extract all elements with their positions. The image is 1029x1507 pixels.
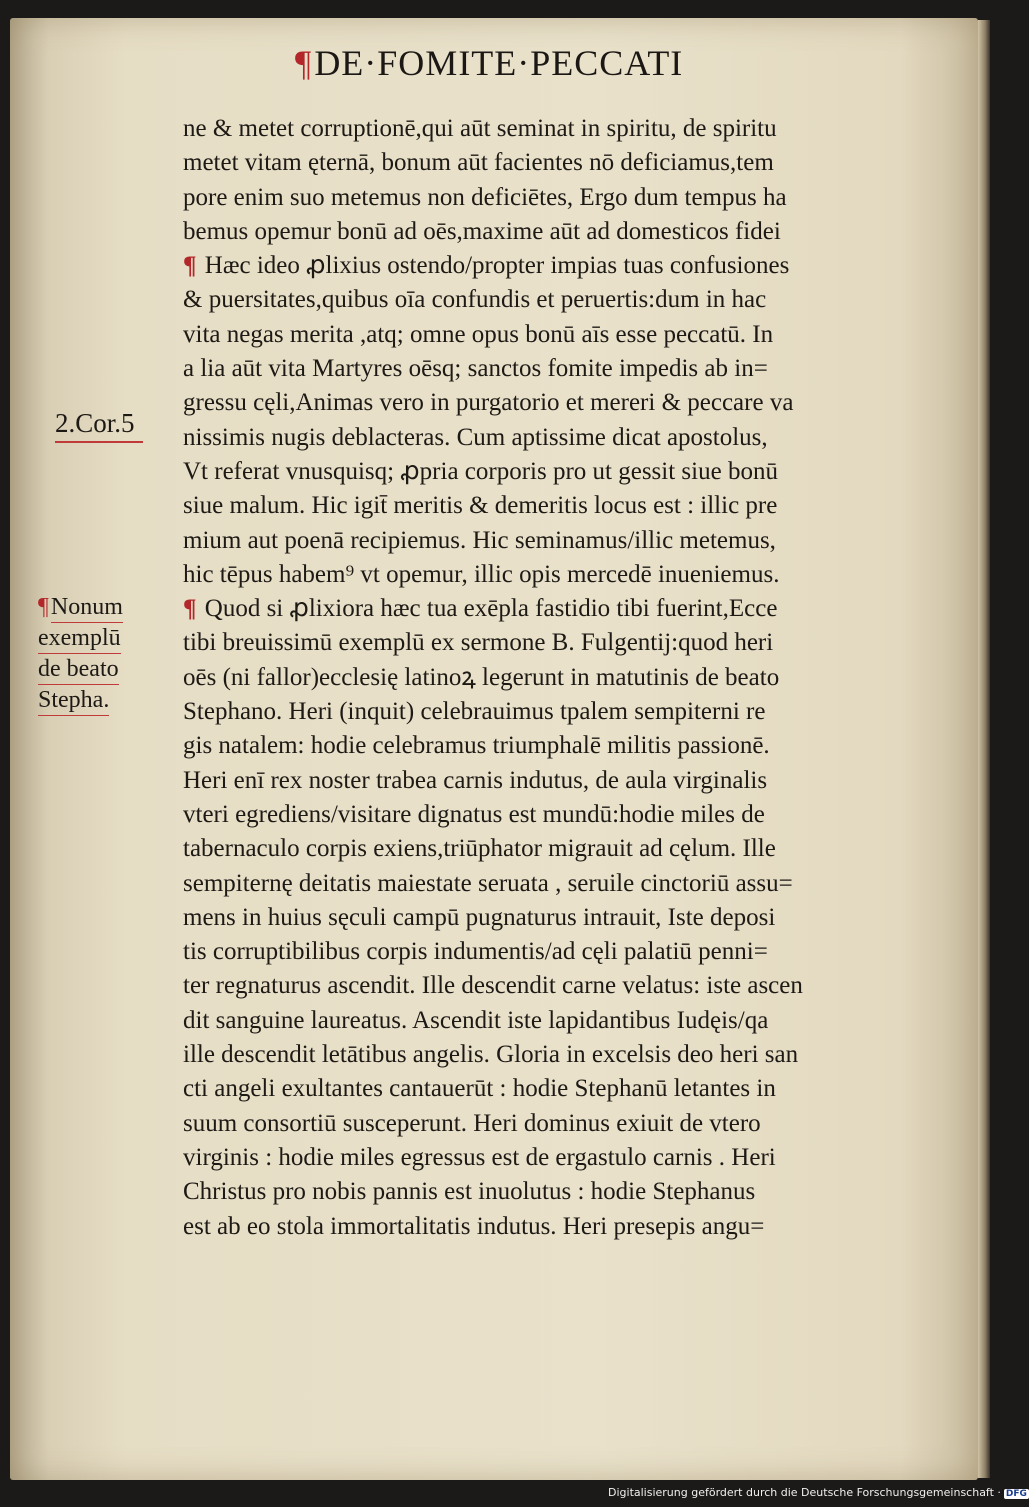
- margin-note-mark: ¶: [38, 594, 49, 620]
- text-line: est ab eo stola immortalitatis indutus. Heri presepis angu=: [183, 1212, 765, 1240]
- pilcrow-mark: ¶: [183, 252, 197, 280]
- text-line: sempiternę deitatis maiestate seruata , seruile cinctoriū assu=: [183, 869, 793, 897]
- text-line: siue malum. Hic igit̄ meritis & demeritis locus est : illic pre: [183, 492, 778, 520]
- text-line: & puersitates,quibus oīa confundis et peruertis:dum in hac: [183, 286, 767, 314]
- text-line: bemus opemur bonū ad oēs,maxime aūt ad domesticos fidei: [183, 217, 781, 245]
- text-line: Stephano. Heri (inquit) celebrauimus tpalem sempiterni re: [183, 698, 766, 726]
- text-line: hic tēpus habem⁹ vt opemur, illic opis mercedē inueniemus.: [183, 560, 780, 588]
- text-line: ter regnaturus ascendit. Ille descendit carne velatus: iste ascen: [183, 972, 803, 1000]
- text-line: oēs (ni fallor)ecclesię latinoꝝ legerunt in matutinis de beato: [183, 663, 780, 691]
- margin-note-line: exemplū: [38, 623, 168, 654]
- text-line: tibi breuissimū exemplū ex sermone B. Fulgentij:quod heri: [183, 629, 774, 657]
- text-line: dit sanguine laureatus. Ascendit iste lapidantibus Iudęis/qa: [183, 1006, 769, 1034]
- page-edge: [978, 20, 990, 1478]
- margin-note: [38, 592, 168, 716]
- text-line: tis corruptibilibus corpis indumentis/ad cęli palatiū penni=: [183, 938, 768, 966]
- text-line: pore enim suo metemus non deficiētes, Ergo dum tempus ha: [183, 183, 787, 211]
- text-line: tabernaculo corpis exiens,triūphator migrauit ad cęlum. Ille: [183, 835, 776, 863]
- text-line: ille descendit letātibus angelis. Gloria in excelsis deo heri san: [183, 1041, 799, 1069]
- header-pilcrow: ¶: [295, 43, 313, 83]
- text-line: gis natalem: hodie celebramus triumphalē militis passionē.: [183, 732, 770, 760]
- text-line: suum consortiū susceperunt. Heri dominus exiuit de vtero: [183, 1109, 761, 1137]
- text-line: Vt referat vnusquisq; ꝓpria corporis pro ut gessit siue bonū: [183, 457, 778, 485]
- footer-text: Digitalisierung gefördert durch die Deutsche Forschungsgemeinschaft ·: [608, 1486, 1001, 1499]
- text-line: cti angeli exultantes cantauerūt : hodie Stephanū letantes in: [183, 1075, 776, 1103]
- text-line: ne & metet corruptionē,qui aūt seminat in spiritu, de spiritu: [183, 115, 777, 142]
- text-line: virginis : hodie miles egressus est de ergastulo carnis . Heri: [183, 1143, 776, 1171]
- margin-note-line: ¶Nonum: [38, 592, 168, 623]
- body-text: [183, 112, 958, 1244]
- margin-note-line: de beato: [38, 654, 168, 685]
- text-line: mens in huius sęculi campū pugnaturus intrauit, Iste deposi: [183, 903, 776, 931]
- text-line: metet vitam ęternā, bonum aūt facientes nō deficiamus,tem: [183, 149, 774, 177]
- text-line: vteri egrediens/visitare dignatus est mundū:hodie miles de: [183, 800, 765, 828]
- text-line: ¶ Hæc ideo ꝓlixius ostendo/propter impias tuas confusiones: [183, 252, 790, 280]
- text-line: mium aut poenā recipiemus. Hic seminamus/illic metemus,: [183, 526, 776, 554]
- margin-reference: 2.Cor.5: [55, 408, 143, 443]
- text-line: Heri enī rex noster trabea carnis indutus, de aula virginalis: [183, 766, 768, 794]
- running-header: [295, 42, 765, 84]
- header-title: DE·FOMITE·PECCATI: [314, 43, 684, 83]
- margin-note-line: Stepha.: [38, 685, 168, 716]
- text-line: gressu cęli,Animas vero in purgatorio et mereri & peccare va: [183, 389, 794, 417]
- dfg-logo: DFG: [1005, 1489, 1027, 1499]
- text-line: nissimis nugis deblacteras. Cum aptissime dicat apostolus,: [183, 423, 768, 451]
- pilcrow-mark: ¶: [183, 595, 197, 623]
- text-line: ¶ Quod si ꝓlixiora hæc tua exēpla fastidio tibi fuerint,Ecce: [183, 595, 778, 623]
- text-line: a lia aūt vita Martyres oēsq; sanctos fomite impedis ab in=: [183, 355, 768, 383]
- text-line: vita negas merita ,atq; omne opus bonū aīs esse peccatū. In: [183, 320, 774, 348]
- text-line: Christus pro nobis pannis est inuolutus : hodie Stephanus: [183, 1178, 756, 1206]
- footer-credit: [608, 1486, 1029, 1499]
